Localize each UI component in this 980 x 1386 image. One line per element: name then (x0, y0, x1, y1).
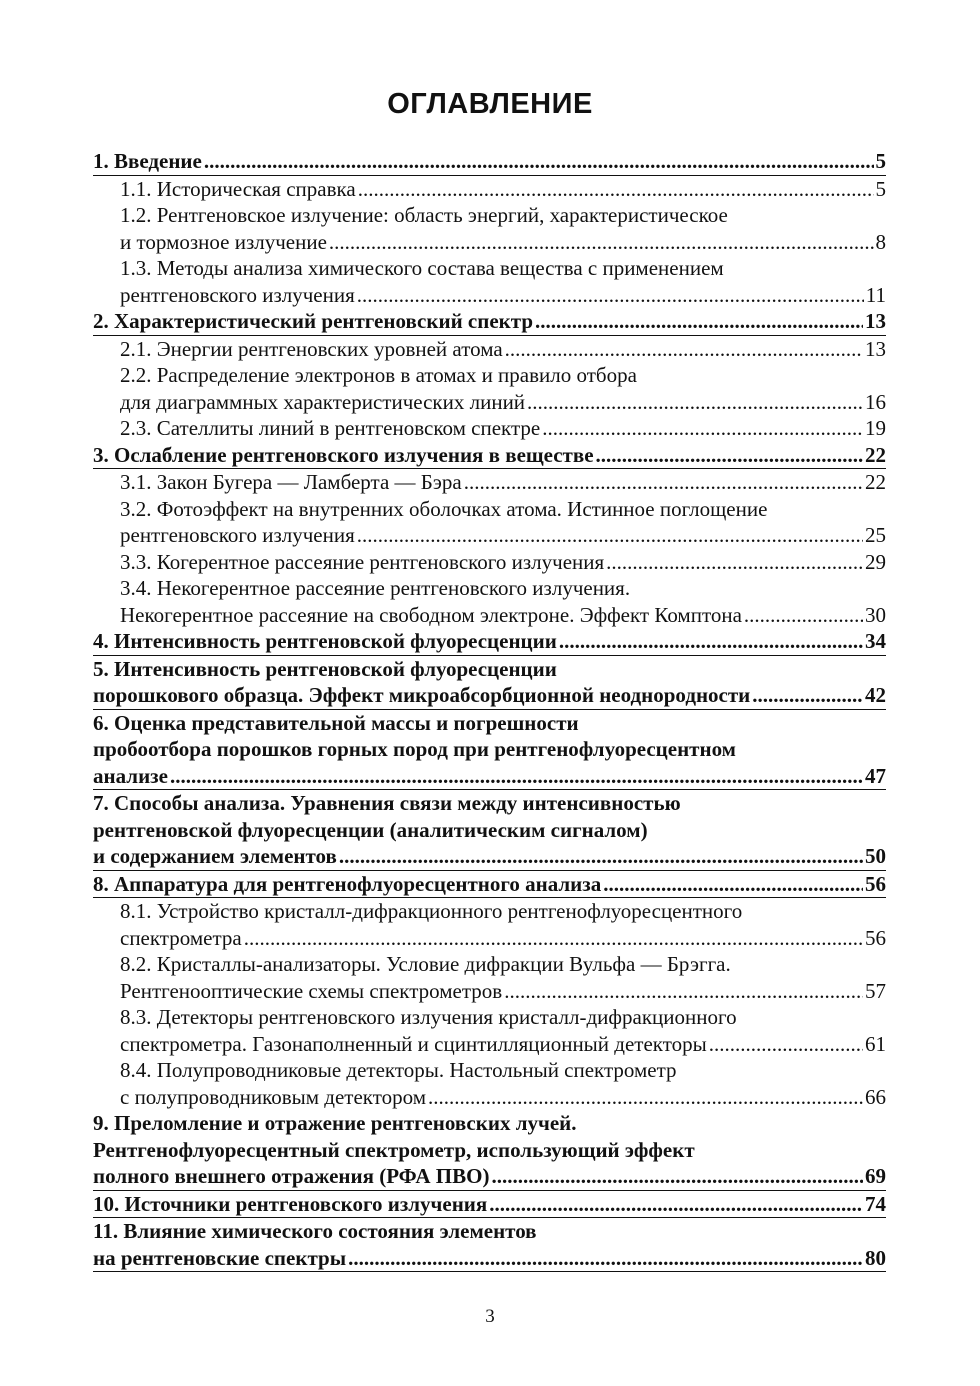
toc-page-number: 5 (875, 149, 886, 173)
dot-leader (752, 682, 863, 709)
toc-entry (93, 176, 886, 203)
toc-entry-title: 4. Интенсивность рентгеновской флуоресценции (93, 629, 557, 653)
toc-line (93, 442, 886, 469)
toc-page-number: 61 (865, 1031, 886, 1056)
toc-entry-title: Рентгенофлуоресцентный спектрометр, использующий эффект (93, 1137, 695, 1162)
toc-entry-title: рентгеновской флуоресценции (аналитическим сигналом) (93, 817, 648, 842)
toc-line (93, 1084, 886, 1111)
toc-entry-title: 10. Источники рентгеновского излучения (93, 1191, 488, 1216)
toc-line (93, 148, 886, 175)
toc-page-number: 42 (865, 683, 886, 707)
toc-line (93, 951, 886, 978)
toc-entry (93, 362, 886, 415)
toc-entry-title: и тормозное излучение (120, 229, 327, 254)
toc-entry (93, 415, 886, 442)
toc-entry-title: 2.3. Сателлиты линий в рентгеновском спектре (120, 416, 541, 440)
dot-leader (358, 176, 874, 203)
toc-entry-title: 3. Ослабление рентгеновского излучения в веществе (93, 442, 594, 467)
toc-line (93, 255, 886, 282)
toc-entry (93, 336, 886, 363)
toc-entry-title: рентгеновского излучения (120, 282, 355, 307)
toc-entry-title: Рентгенооптические схемы спектрометров (120, 978, 503, 1003)
dot-leader (170, 763, 863, 790)
toc-page-number: 66 (865, 1084, 886, 1109)
toc-line (93, 1004, 886, 1031)
toc-line (93, 282, 886, 309)
toc-entry (93, 898, 886, 951)
toc-page-number: 11 (865, 282, 886, 307)
dot-leader (339, 843, 863, 870)
toc-entry (93, 496, 886, 549)
toc-line (93, 790, 886, 817)
toc-entry-title: 7. Способы анализа. Уравнения связи между интенсивностью (93, 791, 681, 815)
toc-entry-title: 9. Преломление и отражение рентгеновских лучей. (93, 1111, 577, 1135)
toc-line (93, 469, 886, 496)
table-of-contents (93, 148, 886, 1272)
dot-leader (489, 1191, 863, 1218)
dot-leader (329, 229, 874, 256)
toc-entry-title: анализе (93, 763, 168, 788)
toc-entry (93, 628, 886, 656)
dot-leader (491, 1163, 863, 1190)
toc-line (93, 628, 886, 655)
toc-entry-title: 11. Влияние химического состояния элементов (93, 1219, 537, 1243)
page-title: ОГЛАВЛЕНИЕ (387, 88, 593, 120)
toc-line (93, 1218, 886, 1245)
toc-entry-title: 3.1. Закон Бугера — Ламберта — Бэра (120, 470, 462, 494)
dot-leader (505, 336, 863, 363)
toc-page-number: 69 (865, 1164, 886, 1188)
toc-entry (93, 549, 886, 576)
dot-leader (527, 389, 863, 416)
toc-line (93, 898, 886, 925)
dot-leader (428, 1084, 863, 1111)
toc-line (93, 1245, 886, 1272)
toc-page-number: 50 (865, 844, 886, 868)
toc-page-number: 47 (865, 763, 886, 788)
toc-line (93, 710, 886, 737)
toc-entry (93, 951, 886, 1004)
toc-line (93, 925, 886, 952)
toc-page-number: 30 (865, 602, 886, 627)
toc-line (93, 496, 886, 523)
dot-leader (542, 415, 863, 442)
toc-line (93, 308, 886, 335)
toc-entry-title: 8.4. Полупроводниковые детекторы. Настольный спектрометр (120, 1058, 677, 1082)
toc-entry-title: 8.3. Детекторы рентгеновского излучения кристалл-дифракционного (120, 1005, 737, 1029)
toc-entry (93, 656, 886, 710)
toc-page-number: 80 (865, 1245, 886, 1270)
toc-entry-title: 5. Интенсивность рентгеновской флуоресценции (93, 656, 557, 681)
toc-entry (93, 442, 886, 470)
toc-entry (93, 1110, 886, 1191)
toc-entry (93, 255, 886, 308)
toc-line (93, 602, 886, 629)
toc-page-number: 16 (865, 389, 886, 414)
toc-page-number: 13 (865, 336, 886, 361)
toc-line (93, 656, 886, 683)
dot-leader (244, 925, 863, 952)
toc-page-number: 5 (875, 176, 886, 201)
toc-line (93, 817, 886, 844)
dot-leader (709, 1031, 863, 1058)
toc-entry (93, 308, 886, 336)
toc-line (93, 1163, 886, 1190)
toc-entry (93, 469, 886, 496)
toc-line (93, 682, 886, 709)
toc-line (93, 736, 886, 763)
toc-line (93, 1057, 886, 1084)
dot-leader (357, 282, 864, 309)
dot-leader (464, 469, 863, 496)
toc-entry-title: для диаграммных характеристических линий (120, 389, 526, 414)
toc-entry-title: 8. Аппаратура для рентгенофлуоресцентного анализа (93, 871, 602, 896)
toc-line (93, 1031, 886, 1058)
toc-entry-title: и содержанием элементов (93, 844, 337, 868)
toc-entry-title: 2.2. Распределение электронов в атомах и правило отбора (120, 363, 637, 387)
toc-entry-title: на рентгеновские спектры (93, 1245, 347, 1270)
toc-entry-title: порошкового образца. Эффект микроабсорбционной неоднородности (93, 683, 751, 707)
toc-entry-title: пробоотбора порошков горных пород при рентгенофлуоресцентном (93, 737, 736, 761)
toc-line (93, 549, 886, 576)
toc-line (93, 389, 886, 416)
toc-line (93, 522, 886, 549)
toc-entry-title: 3.4. Некогерентное рассеяние рентгеновского излучения. (120, 576, 631, 600)
toc-line (93, 575, 886, 602)
toc-line (93, 1191, 886, 1218)
toc-entry-title: 3.2. Фотоэффект на внутренних оболочках атома. Истинное поглощение (120, 496, 768, 521)
toc-line (93, 1110, 886, 1137)
dot-leader (504, 978, 863, 1005)
toc-entry-title: спектрометра (120, 925, 242, 950)
dot-leader (204, 148, 874, 175)
toc-line (93, 978, 886, 1005)
toc-page-number: 8 (875, 229, 886, 254)
toc-page-number: 34 (865, 629, 886, 653)
toc-line (93, 763, 886, 790)
dot-leader (596, 442, 863, 469)
toc-entry-title: с полупроводниковым детектором (120, 1084, 426, 1109)
toc-line (93, 843, 886, 870)
toc-entry (93, 871, 886, 899)
toc-page-number: 22 (865, 442, 886, 467)
toc-entry (93, 148, 886, 176)
toc-page-number: 29 (865, 549, 886, 574)
toc-entry-title: 1.1. Историческая справка (120, 176, 356, 201)
page-number: 3 (485, 1306, 495, 1327)
toc-entry-title: спектрометра. Газонаполненный и сцинтилляционный детекторы (120, 1031, 707, 1056)
toc-entry-title: 2.1. Энергии рентгеновских уровней атома (120, 336, 503, 361)
dot-leader (744, 602, 863, 629)
toc-page-number: 74 (865, 1191, 886, 1216)
dot-leader (606, 549, 863, 576)
toc-entry-title: 6. Оценка представительной массы и погрешности (93, 710, 579, 735)
toc-entry-title: Некогерентное рассеяние на свободном электроне. Эффект Комптона (120, 602, 742, 627)
toc-entry-title: 1.3. Методы анализа химического состава вещества с применением (120, 256, 724, 280)
toc-line (93, 202, 886, 229)
toc-line (93, 415, 886, 442)
toc-entry (93, 1191, 886, 1219)
toc-entry-title: 1. Введение (93, 149, 202, 173)
toc-page-number: 22 (865, 470, 886, 494)
toc-entry-title: 2. Характеристический рентгеновский спектр (93, 309, 534, 333)
dot-leader (603, 871, 863, 898)
toc-page-number: 19 (865, 416, 886, 440)
toc-line (93, 176, 886, 203)
toc-entry-title: 3.3. Когерентное рассеяние рентгеновского излучения (120, 549, 605, 574)
toc-line (93, 336, 886, 363)
dot-leader (535, 308, 863, 335)
toc-entry-title: 8.1. Устройство кристалл-дифракционного рентгенофлуоресцентного (120, 899, 743, 923)
toc-entry (93, 1218, 886, 1272)
toc-line (93, 362, 886, 389)
toc-entry-title: 1.2. Рентгеновское излучение: область энергий, характеристическое (120, 203, 728, 227)
toc-page-number: 25 (865, 523, 886, 547)
toc-page-number: 56 (865, 871, 886, 896)
dot-leader (559, 628, 863, 655)
toc-page-number: 13 (865, 309, 886, 333)
toc-page-number: 57 (865, 978, 886, 1003)
toc-line (93, 871, 886, 898)
toc-entry (93, 710, 886, 791)
toc-entry (93, 1057, 886, 1110)
dot-leader (348, 1245, 863, 1272)
toc-entry (93, 202, 886, 255)
dot-leader (357, 522, 863, 549)
toc-entry-title: 8.2. Кристаллы-анализаторы. Условие дифракции Вульфа — Брэгга. (120, 952, 731, 976)
toc-entry (93, 575, 886, 628)
toc-entry (93, 790, 886, 871)
toc-entry-title: рентгеновского излучения (120, 523, 355, 547)
toc-line (93, 229, 886, 256)
toc-entry-title: полного внешнего отражения (РФА ПВО) (93, 1164, 490, 1188)
toc-line (93, 1137, 886, 1164)
toc-page-number: 56 (865, 925, 886, 950)
toc-entry (93, 1004, 886, 1057)
